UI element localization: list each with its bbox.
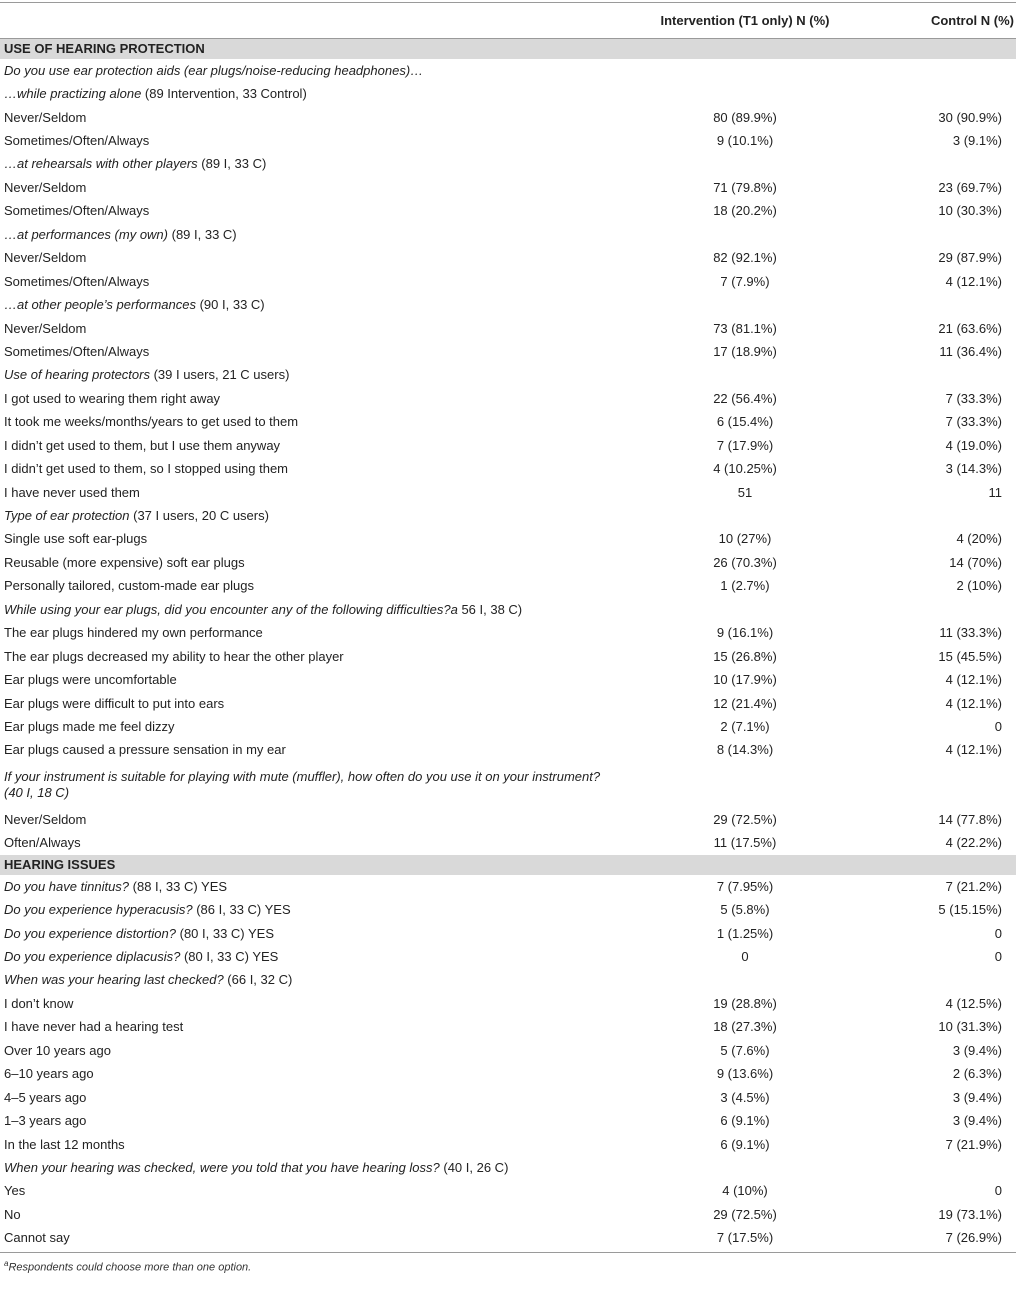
question-row: [0, 364, 1016, 387]
table-body: [0, 39, 1016, 1251]
intervention-value: 7 (17.9%): [716, 437, 774, 453]
row-label: Personally tailored, custom-made ear plugs: [4, 578, 255, 594]
row-label: Ear plugs caused a pressure sensation in my ear: [4, 742, 286, 758]
question-label: [0, 59, 620, 82]
control-value: 23 (69.7%): [938, 179, 1002, 195]
row-label: Ear plugs were uncomfortable: [4, 672, 177, 688]
table-row: [0, 481, 1016, 504]
question-text: While using your ear plugs, did you encounter any of the following difficulties?a: [4, 601, 458, 617]
question-text: Type of ear protection: [4, 508, 130, 524]
question-sample: (37 I users, 20 C users): [129, 508, 269, 524]
question-text: If your instrument is suitable for playing with mute (muffler), how often do you use it on your instrument? (40 I, 18 C): [4, 769, 601, 801]
intervention-cell: [620, 762, 870, 808]
intervention-value: 10 (17.9%): [713, 672, 777, 688]
intervention-cell: [620, 153, 870, 176]
control-cell: [870, 82, 1016, 105]
control-value: 4 (12.1%): [945, 695, 1002, 711]
header-row: [0, 3, 1016, 39]
question-sample: (90 I, 33 C): [195, 297, 265, 313]
control-value: 2 (6.3%): [952, 1066, 1002, 1082]
header-control: Control N (%): [930, 13, 1014, 28]
intervention-value: 29 (72.5%): [713, 811, 777, 827]
intervention-value: 12 (21.4%): [713, 695, 777, 711]
control-value: 4 (20%): [956, 531, 1002, 547]
control-cell: [870, 598, 1016, 621]
question-row: [0, 82, 1016, 105]
intervention-value: 11 (17.5%): [713, 835, 777, 851]
row-label: I got used to wearing them right away: [4, 390, 221, 406]
row-label: 1–3 years ago: [4, 1113, 87, 1129]
control-cell: [870, 153, 1016, 176]
control-value: 21 (63.6%): [938, 320, 1002, 336]
table-row: [0, 129, 1016, 152]
question-text: …at performances (my own): [4, 226, 168, 242]
table-row: [0, 922, 1016, 945]
row-label: Never/Seldom: [4, 250, 87, 266]
row-label: Never/Seldom: [4, 811, 87, 827]
footnote-marker: a: [4, 1259, 9, 1268]
control-value: 14 (77.8%): [938, 811, 1002, 827]
table-row: [0, 1063, 1016, 1086]
intervention-value: 9 (13.6%): [716, 1066, 774, 1082]
table-row: [0, 992, 1016, 1015]
question-label: [0, 82, 620, 105]
row-label: I have never had a hearing test: [4, 1019, 184, 1035]
intervention-value: 22 (56.4%): [713, 390, 777, 406]
intervention-cell: [620, 364, 870, 387]
table-row: [0, 1109, 1016, 1132]
question-label: [0, 898, 620, 921]
question-sample: (66 I, 32 C): [223, 972, 293, 988]
control-value: 7 (21.9%): [945, 1136, 1002, 1152]
intervention-value: 18 (27.3%): [713, 1019, 777, 1035]
intervention-cell: [620, 293, 870, 316]
control-value: 7 (26.9%): [945, 1230, 1002, 1246]
intervention-value: 19 (28.8%): [713, 995, 777, 1011]
intervention-value: 8 (14.3%): [716, 742, 774, 758]
table-row: [0, 645, 1016, 668]
control-value: 0: [994, 949, 1002, 965]
table-row: [0, 551, 1016, 574]
row-label: Often/Always: [4, 835, 81, 851]
intervention-value: 7 (7.9%): [720, 273, 770, 289]
question-sample: 56 I, 38 C): [457, 601, 523, 617]
question-label: [0, 922, 620, 945]
question-label: [0, 875, 620, 898]
intervention-value: 80 (89.9%): [713, 109, 777, 125]
control-value: 15 (45.5%): [938, 648, 1002, 664]
control-value: 3 (9.4%): [952, 1042, 1002, 1058]
control-value: 7 (33.3%): [945, 390, 1002, 406]
intervention-cell: [620, 969, 870, 992]
table-row: [0, 808, 1016, 831]
question-row: [0, 762, 1016, 808]
question-sample: (89 I, 33 C): [197, 156, 267, 172]
survey-table: [0, 3, 1016, 1250]
intervention-value: 4 (10%): [722, 1183, 768, 1199]
table-row: [0, 575, 1016, 598]
footnote: [0, 1253, 1016, 1274]
question-sample: (40 I, 26 C): [439, 1159, 509, 1175]
intervention-value: 17 (18.9%): [713, 343, 777, 359]
section-header-row: [0, 855, 1016, 875]
control-value: 11: [988, 484, 1002, 500]
table-row: [0, 200, 1016, 223]
question-label: [0, 969, 620, 992]
control-value: 29 (87.9%): [938, 250, 1002, 266]
table-row: [0, 715, 1016, 738]
question-text: …while practizing alone: [4, 86, 142, 102]
intervention-value: 3 (4.5%): [720, 1089, 770, 1105]
question-row: [0, 153, 1016, 176]
control-value: 4 (12.5%): [945, 995, 1002, 1011]
table-row: [0, 1203, 1016, 1226]
intervention-value: 7 (7.95%): [716, 878, 774, 894]
question-label: [0, 945, 620, 968]
row-label: Over 10 years ago: [4, 1042, 111, 1058]
row-label: The ear plugs hindered my own performance: [4, 625, 263, 641]
intervention-value: 26 (70.3%): [713, 554, 777, 570]
table-row: [0, 692, 1016, 715]
header-label-cell: [0, 3, 620, 39]
section-title: HEARING ISSUES: [0, 855, 1016, 875]
control-value: 11 (33.3%): [939, 625, 1002, 641]
question-label: [0, 1156, 620, 1179]
control-value: 3 (9.1%): [952, 133, 1002, 149]
control-cell: [870, 223, 1016, 246]
row-label: Single use soft ear-plugs: [4, 531, 148, 547]
question-sample: (89 I, 33 C): [168, 226, 237, 242]
intervention-cell: [620, 504, 870, 527]
control-value: 4 (22.2%): [945, 835, 1002, 851]
table-row: [0, 434, 1016, 457]
intervention-value: 6 (9.1%): [720, 1136, 770, 1152]
question-label: [0, 223, 620, 246]
control-value: 0: [994, 925, 1002, 941]
control-value: 14 (70%): [949, 554, 1002, 570]
table-row: [0, 270, 1016, 293]
row-label: Sometimes/Often/Always: [4, 203, 150, 219]
question-label: [0, 153, 620, 176]
control-value: 4 (12.1%): [945, 273, 1002, 289]
question-text: Do you have tinnitus?: [4, 878, 130, 894]
row-label: I didn’t get used to them, but I use them anyway: [4, 437, 281, 453]
table-row: [0, 1039, 1016, 1062]
intervention-value: 6 (9.1%): [720, 1113, 770, 1129]
row-label: Cannot say: [4, 1230, 70, 1246]
question-row: [0, 969, 1016, 992]
header-intervention: Intervention (T1 only) N (%): [660, 13, 830, 28]
section-title: USE OF HEARING PROTECTION: [0, 39, 1016, 60]
table-row: [0, 668, 1016, 691]
question-sample: (80 I, 33 C) YES: [180, 949, 279, 965]
question-row: [0, 1156, 1016, 1179]
table-row: [0, 945, 1016, 968]
table-row: [0, 1227, 1016, 1250]
control-cell: [870, 59, 1016, 82]
row-label: I have never used them: [4, 484, 140, 500]
control-cell: [870, 364, 1016, 387]
question-text: Use of hearing protectors: [4, 367, 150, 383]
row-label: Ear plugs made me feel dizzy: [4, 718, 175, 734]
control-value: 0: [994, 1183, 1002, 1199]
footnote-text: Respondents could choose more than one option.: [8, 1261, 252, 1274]
table-row: [0, 340, 1016, 363]
table-row: [0, 247, 1016, 270]
table-row: [0, 1133, 1016, 1156]
control-value: 2 (10%): [956, 578, 1002, 594]
row-label: I didn’t get used to them, so I stopped using them: [4, 461, 289, 477]
intervention-value: 2 (7.1%): [720, 718, 770, 734]
control-value: 7 (21.2%): [945, 878, 1002, 894]
control-cell: [870, 504, 1016, 527]
question-sample: (86 I, 33 C) YES: [192, 902, 291, 918]
row-label: It took me weeks/months/years to get used to them: [4, 414, 299, 430]
table-row: [0, 411, 1016, 434]
row-label: Never/Seldom: [4, 179, 87, 195]
intervention-value: 9 (10.1%): [716, 133, 774, 149]
table-row: [0, 1180, 1016, 1203]
control-value: 11 (36.4%): [939, 343, 1002, 359]
control-cell: [870, 293, 1016, 316]
row-label: In the last 12 months: [4, 1136, 125, 1152]
intervention-value: 10 (27%): [718, 531, 772, 547]
intervention-value: 9 (16.1%): [716, 625, 774, 641]
control-value: 0: [994, 718, 1002, 734]
intervention-value: 51: [737, 484, 753, 500]
control-value: 19 (73.1%): [938, 1206, 1002, 1222]
control-value: 4 (12.1%): [945, 742, 1002, 758]
intervention-value: 7 (17.5%): [716, 1230, 774, 1246]
table-row: [0, 1086, 1016, 1109]
control-value: 4 (12.1%): [945, 672, 1002, 688]
table-row: [0, 528, 1016, 551]
intervention-value: 18 (20.2%): [713, 203, 777, 219]
question-label: [0, 598, 620, 621]
control-cell: [870, 969, 1016, 992]
table-row: [0, 387, 1016, 410]
question-text: …at rehearsals with other players: [4, 156, 198, 172]
intervention-cell: [620, 59, 870, 82]
question-text: When was your hearing last checked?: [4, 972, 224, 988]
table-row: [0, 832, 1016, 855]
control-value: 10 (30.3%): [938, 203, 1002, 219]
question-text: Do you experience distortion?: [4, 925, 176, 941]
question-sample: (89 Intervention, 33 Control): [141, 86, 307, 102]
intervention-value: 82 (92.1%): [713, 250, 777, 266]
table-row: [0, 898, 1016, 921]
intervention-value: 5 (7.6%): [720, 1042, 770, 1058]
question-row: [0, 598, 1016, 621]
intervention-value: 71 (79.8%): [713, 179, 777, 195]
row-label: Ear plugs were difficult to put into ears: [4, 695, 225, 711]
question-text: Do you experience hyperacusis?: [4, 902, 193, 918]
section-header-row: [0, 39, 1016, 60]
intervention-value: 73 (81.1%): [713, 320, 777, 336]
question-row: [0, 59, 1016, 82]
row-label: The ear plugs decreased my ability to hear the other player: [4, 648, 344, 664]
table-row: [0, 176, 1016, 199]
intervention-value: 15 (26.8%): [713, 648, 777, 664]
table-row: [0, 875, 1016, 898]
control-cell: [870, 762, 1016, 808]
row-label: Sometimes/Often/Always: [4, 343, 150, 359]
row-label: Yes: [4, 1183, 26, 1199]
intervention-cell: [620, 598, 870, 621]
row-label: 6–10 years ago: [4, 1066, 94, 1082]
intervention-cell: [620, 223, 870, 246]
question-label: [0, 504, 620, 527]
question-label: [0, 762, 620, 808]
row-label: Sometimes/Often/Always: [4, 133, 150, 149]
question-text: Do you use ear protection aids (ear plugs/noise-reducing headphones)…: [4, 62, 424, 78]
intervention-cell: [620, 1156, 870, 1179]
control-value: 4 (19.0%): [945, 437, 1002, 453]
intervention-value: 4 (10.25%): [713, 461, 777, 477]
question-label: [0, 293, 620, 316]
control-value: 30 (90.9%): [938, 109, 1002, 125]
question-sample: (88 I, 33 C) YES: [129, 878, 228, 894]
control-cell: [870, 1156, 1016, 1179]
control-value: 3 (9.4%): [952, 1113, 1002, 1129]
question-row: [0, 223, 1016, 246]
table-row: [0, 457, 1016, 480]
table-row: [0, 106, 1016, 129]
row-label: 4–5 years ago: [4, 1089, 87, 1105]
table-row: [0, 317, 1016, 340]
table-row: [0, 739, 1016, 762]
question-sample: (80 I, 33 C) YES: [176, 925, 275, 941]
row-label: Never/Seldom: [4, 109, 87, 125]
intervention-value: 1 (2.7%): [720, 578, 770, 594]
question-text: Do you experience diplacusis?: [4, 949, 181, 965]
control-value: 5 (15.15%): [938, 902, 1002, 918]
question-label: [0, 364, 620, 387]
control-value: 3 (9.4%): [952, 1089, 1002, 1105]
intervention-value: 29 (72.5%): [713, 1206, 777, 1222]
question-row: [0, 504, 1016, 527]
intervention-value: 0: [741, 949, 749, 965]
intervention-cell: [620, 82, 870, 105]
row-label: No: [4, 1206, 21, 1222]
row-label: I don’t know: [4, 995, 74, 1011]
table-row: [0, 622, 1016, 645]
question-row: [0, 293, 1016, 316]
intervention-value: 5 (5.8%): [720, 902, 770, 918]
row-label: Never/Seldom: [4, 320, 87, 336]
row-label: Reusable (more expensive) soft ear plugs: [4, 554, 245, 570]
control-value: 3 (14.3%): [945, 461, 1002, 477]
intervention-value: 1 (1.25%): [716, 925, 774, 941]
row-label: Sometimes/Often/Always: [4, 273, 150, 289]
question-text: …at other people’s performances: [4, 297, 196, 313]
question-sample: (39 I users, 21 C users): [149, 367, 290, 383]
intervention-value: 6 (15.4%): [716, 414, 774, 430]
control-value: 10 (31.3%): [938, 1019, 1002, 1035]
table-row: [0, 1016, 1016, 1039]
control-value: 7 (33.3%): [945, 414, 1002, 430]
table-page: [0, 2, 1016, 1297]
question-text: When your hearing was checked, were you told that you have hearing loss?: [4, 1159, 440, 1175]
